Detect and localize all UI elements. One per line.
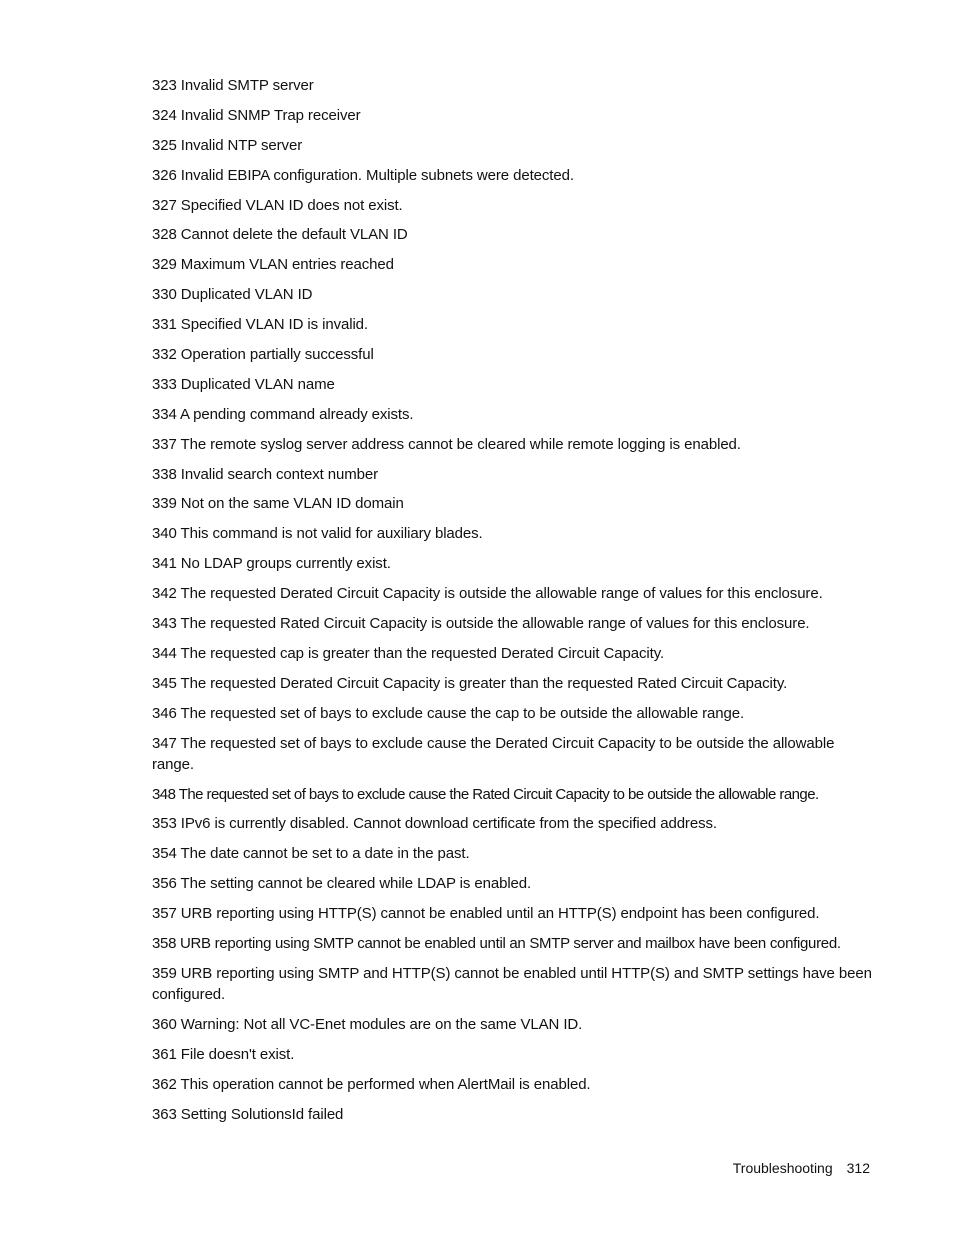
list-item: 353 IPv6 is currently disabled. Cannot download certificate from the specified address. <box>152 815 717 833</box>
list-item: 331 Specified VLAN ID is invalid. <box>152 316 368 334</box>
list-item: 326 Invalid EBIPA configuration. Multiple subnets were detected. <box>152 166 574 184</box>
list-item: 325 Invalid NTP server <box>152 136 303 154</box>
list-item: 328 Cannot delete the default VLAN ID <box>152 226 408 244</box>
list-item: 324 Invalid SNMP Trap receiver <box>152 106 361 124</box>
page-footer <box>733 1158 870 1178</box>
list-item: 330 Duplicated VLAN ID <box>152 286 313 304</box>
list-item: 323 Invalid SMTP server <box>152 77 314 94</box>
list-item: 333 Duplicated VLAN name <box>152 375 335 393</box>
list-item: 338 Invalid search context number <box>152 465 378 483</box>
list-item: 337 The remote syslog server address cannot be cleared while remote logging is enabled. <box>152 435 741 453</box>
list-item: 359 URB reporting using SMTP and HTTP(S) cannot be enabled until HTTP(S) and SMTP settings have been configured. <box>152 964 872 1003</box>
list-item: 345 The requested Derated Circuit Capacity is greater than the requested Rated Circuit Capacity. <box>152 674 788 692</box>
list-item: 343 The requested Rated Circuit Capacity is outside the allowable range of values for this enclosure. <box>152 615 810 633</box>
list-item: 329 Maximum VLAN entries reached <box>152 256 394 274</box>
list-item: 344 The requested cap is greater than the requested Derated Circuit Capacity. <box>152 644 665 662</box>
list-item: 327 Specified VLAN ID does not exist. <box>152 196 403 214</box>
list-item: 339 Not on the same VLAN ID domain <box>152 495 404 513</box>
list-item: 342 The requested Derated Circuit Capacity is outside the allowable range of values for this enclosure. <box>152 585 823 603</box>
list-item: 363 Setting SolutionsId failed <box>152 1105 344 1123</box>
list-item: 347 The requested set of bays to exclude cause the Derated Circuit Capacity to be outside the allowable range. <box>152 734 835 773</box>
list-item: 356 The setting cannot be cleared while LDAP is enabled. <box>152 875 532 893</box>
footer-section-title: Troubleshooting <box>732 1160 833 1176</box>
list-item: 341 No LDAP groups currently exist. <box>152 555 391 573</box>
list-item: 357 URB reporting using HTTP(S) cannot be enabled until an HTTP(S) endpoint has been configured. <box>152 905 820 923</box>
list-item: 334 A pending command already exists. <box>152 405 414 423</box>
list-item: 362 This operation cannot be performed when AlertMail is enabled. <box>152 1075 591 1093</box>
list-item: 360 Warning: Not all VC-Enet modules are on the same VLAN ID. <box>152 1015 583 1033</box>
list-item: 340 This command is not valid for auxiliary blades. <box>152 525 483 543</box>
page-number: 312 <box>846 1160 870 1176</box>
list-item: 358 URB reporting using SMTP cannot be enabled until an SMTP server and mailbox have been configured. <box>152 935 841 953</box>
list-item: 354 The date cannot be set to a date in the past. <box>152 845 470 863</box>
list-item: 361 File doesn't exist. <box>152 1045 295 1063</box>
list-item: 346 The requested set of bays to exclude cause the cap to be outside the allowable range. <box>152 704 745 722</box>
list-item: 332 Operation partially successful <box>152 346 374 364</box>
list-item: 348 The requested set of bays to exclude cause the Rated Circuit Capacity to be outside the allowable range. <box>152 785 819 803</box>
error-code-list <box>152 75 872 1134</box>
